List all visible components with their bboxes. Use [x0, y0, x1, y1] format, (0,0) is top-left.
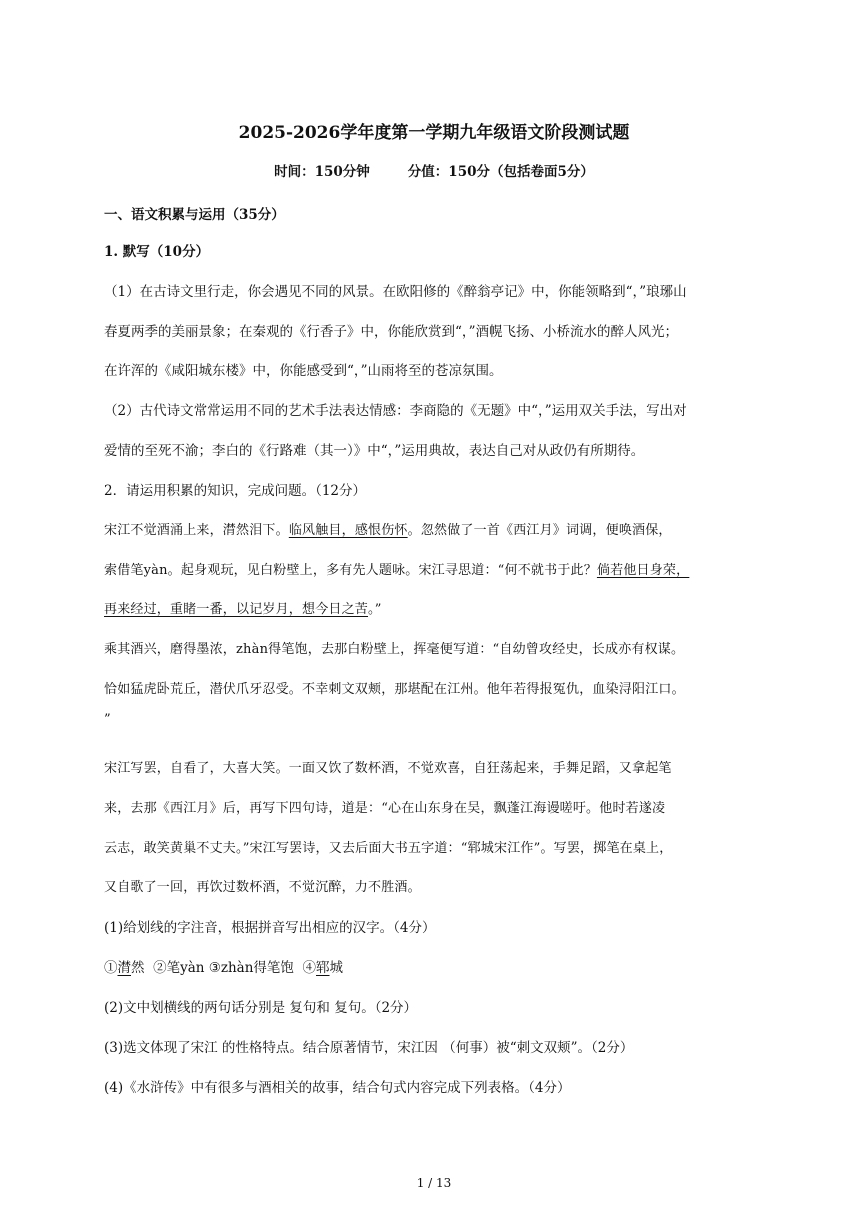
exam-title: 2025-2026学年度第一学期九年级语文阶段测试题 [238, 123, 630, 143]
sub-question-1: (1)给划线的字注音，根据拼音写出相应的汉字。（4分） [104, 920, 436, 936]
q1-heading: 1. 默写（10分） [104, 244, 210, 260]
passage-line-2 [104, 559, 689, 578]
item-a-rest: 然 [131, 960, 145, 976]
sub-question-1-items [104, 956, 343, 976]
passage-line-5: 恰如猛虎卧荒丘，潜伏爪牙忍受。不幸刺文双颊，那堪配在江州。他年若得报冤仇，血染浔阳江口。 [104, 682, 685, 697]
item-a-char: 潸 [117, 960, 131, 976]
passage-text: 。” [368, 602, 382, 617]
passage-line-3 [104, 598, 382, 617]
exam-info [0, 160, 868, 180]
passage-line-6: ” [104, 712, 111, 727]
sub-question-2: (2)文中划横线的两句话分别是 复句和 复句。（2分） [104, 1000, 418, 1016]
passage-text: 索借笔yàn。起身观玩，见白粉壁上，多有先人题咏。宋江寻思道：“何不就书于此？ [104, 563, 597, 578]
item-c: ③zhàn得笔饱 [208, 960, 294, 976]
exam-score: 分值：150分（包括卷面5分） [407, 164, 594, 180]
page-number: 1 / 13 [416, 1176, 452, 1190]
q1-line-4: （2）古代诗文常常运用不同的艺术手法表达情感：李商隐的《无题》中“，”运用双关手法，写出对 [104, 403, 687, 419]
item-d-rest: 城 [329, 960, 344, 976]
underlined-sentence-1: 临风触目，感恨伤怀 [288, 523, 408, 538]
section-heading: 一、语文积累与运用（35分） [104, 207, 285, 223]
item-b: ②笔yàn [153, 960, 205, 976]
underlined-sentence-2: 倘若他日身荣， [596, 563, 690, 578]
passage-line-4: 乘其酒兴，磨得墨浓，zhàn得笔饱，去那白粉壁上，挥毫便写道：“自幼曾攻经史，长成亦有权谋。 [104, 642, 685, 657]
passage-line-7: 宋江写罢，自看了，大喜大笑。一面又饮了数杯酒，不觉欢喜，自狂荡起来，手舞足蹈，又拿起笔 [104, 761, 672, 776]
passage-line-8: 来，去那《西江月》后，再写下四句诗，道是：“心在山东身在吴，飘蓬江海谩嗟吁。他时若遂凌 [104, 801, 666, 816]
passage-line-10: 又自歌了一回，再饮过数杯酒，不觉沉醉，力不胜酒。 [104, 880, 421, 895]
underlined-sentence-2-cont: 再来经过，重睹一番，以记岁月，想今日之苦 [104, 602, 369, 617]
item-a-number: ① [104, 960, 118, 976]
passage-line-9: 云志，敢笑黄巢不丈夫。”宋江写罢诗，又去后面大书五字道：“郓城宋江作”。写罢，掷笔在桌上， [104, 841, 673, 856]
q1-line-5: 爱情的至死不渝；李白的《行路难（其一）》中“，”运用典故，表达自己对从政仍有所期待。 [104, 443, 645, 459]
passage-text: 。忽然做了一首《西江月》词调，便唤酒保， [407, 523, 672, 538]
passage-line-1 [104, 519, 672, 538]
sub-question-3: (3)选文体现了宋江 的性格特点。结合原著情节，宋江因 （何事）被“刺文双颊”。（2分） [104, 1040, 634, 1056]
q1-line-2: 春夏两季的美丽景象；在秦观的《行香子》中，你能欣赏到“，”酒幌飞扬、小桥流水的醉人风光； [104, 324, 679, 340]
item-d-number: ④ [302, 960, 317, 976]
passage-text: 宋江不觉酒涌上来，潸然泪下。 [104, 523, 289, 538]
item-d-char: 郓 [316, 960, 330, 976]
q2-heading: 2．请运用积累的知识，完成问题。（12分） [104, 483, 367, 499]
q1-line-3: 在许浑的《咸阳城东楼》中，你能感受到“，”山雨将至的苍凉氛围。 [104, 363, 503, 379]
exam-time: 时间：150分钟 [274, 164, 370, 180]
q1-line-1: （1）在古诗文里行走，你会遇见不同的风景。在欧阳修的《醉翁亭记》中，你能领略到“，”琅琊山 [104, 284, 687, 300]
sub-question-4: (4)《水浒传》中有很多与酒相关的故事，结合句式内容完成下列表格。（4分） [104, 1080, 571, 1096]
